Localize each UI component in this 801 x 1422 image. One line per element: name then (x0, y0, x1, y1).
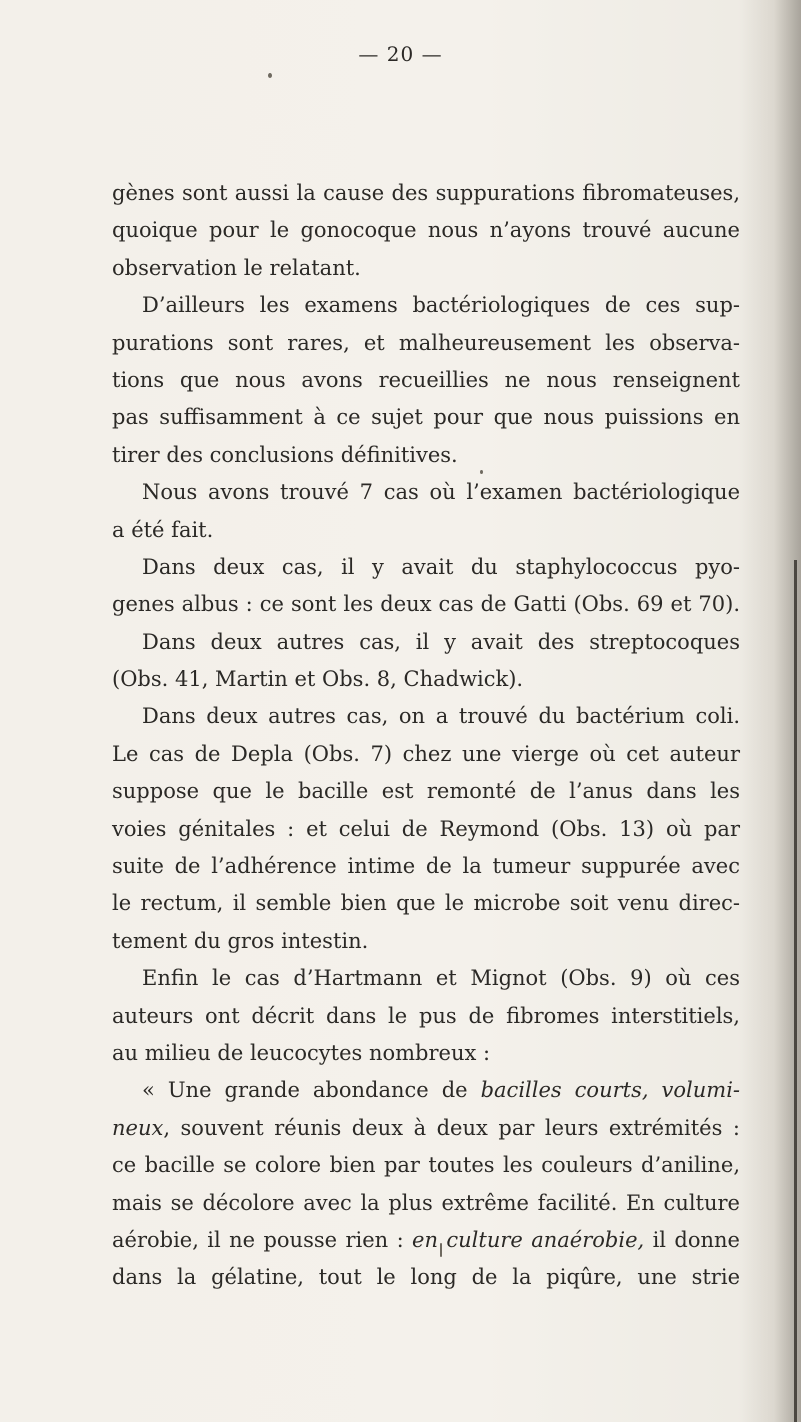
text-line: tirer des conclusions définitives. (112, 442, 458, 467)
text-line: au milieu de leucocytes nombreux : (112, 1040, 491, 1065)
text-line: le rectum, il semble bien que le microbe soit venu direc- (112, 891, 740, 916)
text-line: tement du gros intestin. (112, 928, 369, 953)
text-line: auteurs ont décrit dans le pus de fibromes interstitiels, (112, 1003, 740, 1028)
text-line: voies génitales : et celui de Reymond (Obs. 13) où par (112, 816, 740, 841)
page-edge-line (794, 560, 797, 1422)
text-line: Enfin le cas d’Hartmann et Mignot (Obs. 9) où ces (142, 966, 740, 991)
text-line: gènes sont aussi la cause des suppurations fibromateuses, (112, 181, 740, 205)
text-line: genes albus : ce sont les deux cas de Gatti (Obs. 69 et 70). (112, 592, 740, 617)
text-line: quoique pour le gonocoque nous n’ayons trouvé aucune (112, 218, 740, 243)
text-line: Dans deux autres cas, il y avait des streptocoques (142, 629, 740, 654)
italic-text: neux (112, 1115, 164, 1140)
text-line: Nous avons trouvé 7 cas où l’examen bactériologique (142, 480, 740, 505)
text-line: dans la gélatine, tout le long de la piqûre, une strie (112, 1265, 740, 1290)
text-line: purations sont rares, et malheureusement les observa- (112, 330, 740, 355)
italic-text: bacilles courts, volumi- (480, 1078, 741, 1103)
paper-speck (268, 73, 272, 78)
page-edge-shadow (741, 0, 801, 1422)
text-line: pas suffisamment à ce sujet pour que nous puissions en (112, 405, 740, 430)
text-line: suite de l’adhérence intime de la tumeur suppurée avec (112, 854, 740, 879)
italic-text: en culture anaérobie, (412, 1227, 645, 1252)
text-line: Dans deux autres cas, on a trouvé du bactérium coli. (142, 704, 740, 729)
text-line: aérobie, il ne pousse rien : en culture anaérobie, il donne (112, 1227, 740, 1252)
text-line: D’ailleurs les examens bactériologiques de ces sup- (142, 293, 740, 318)
text-line: neux, souvent réunis deux à deux par leurs extrémités : (112, 1115, 740, 1140)
page-number: — 20 — (358, 42, 443, 66)
text-line: observation le relatant. (112, 255, 361, 280)
text-line: ce bacille se colore bien par toutes les couleurs d’aniline, (112, 1153, 740, 1178)
text-line: Dans deux cas, il y avait du staphylococcus pyo- (142, 554, 740, 579)
text-line: a été fait. (112, 517, 214, 542)
text-line: suppose que le bacille est remonté de l’anus dans les (112, 779, 740, 804)
text-line: tions que nous avons recueillies ne nous renseignent (112, 367, 740, 392)
text-line: Le cas de Depla (Obs. 7) chez une vierge où cet auteur (112, 741, 740, 766)
text-line: mais se décolore avec la plus extrême facilité. En culture (112, 1190, 740, 1215)
text-line: (Obs. 41, Martin et Obs. 8, Chadwick). (112, 667, 524, 692)
body-text (112, 175, 740, 1297)
text-line: « Une grande abondance de bacilles courts, volumi- (142, 1078, 741, 1103)
